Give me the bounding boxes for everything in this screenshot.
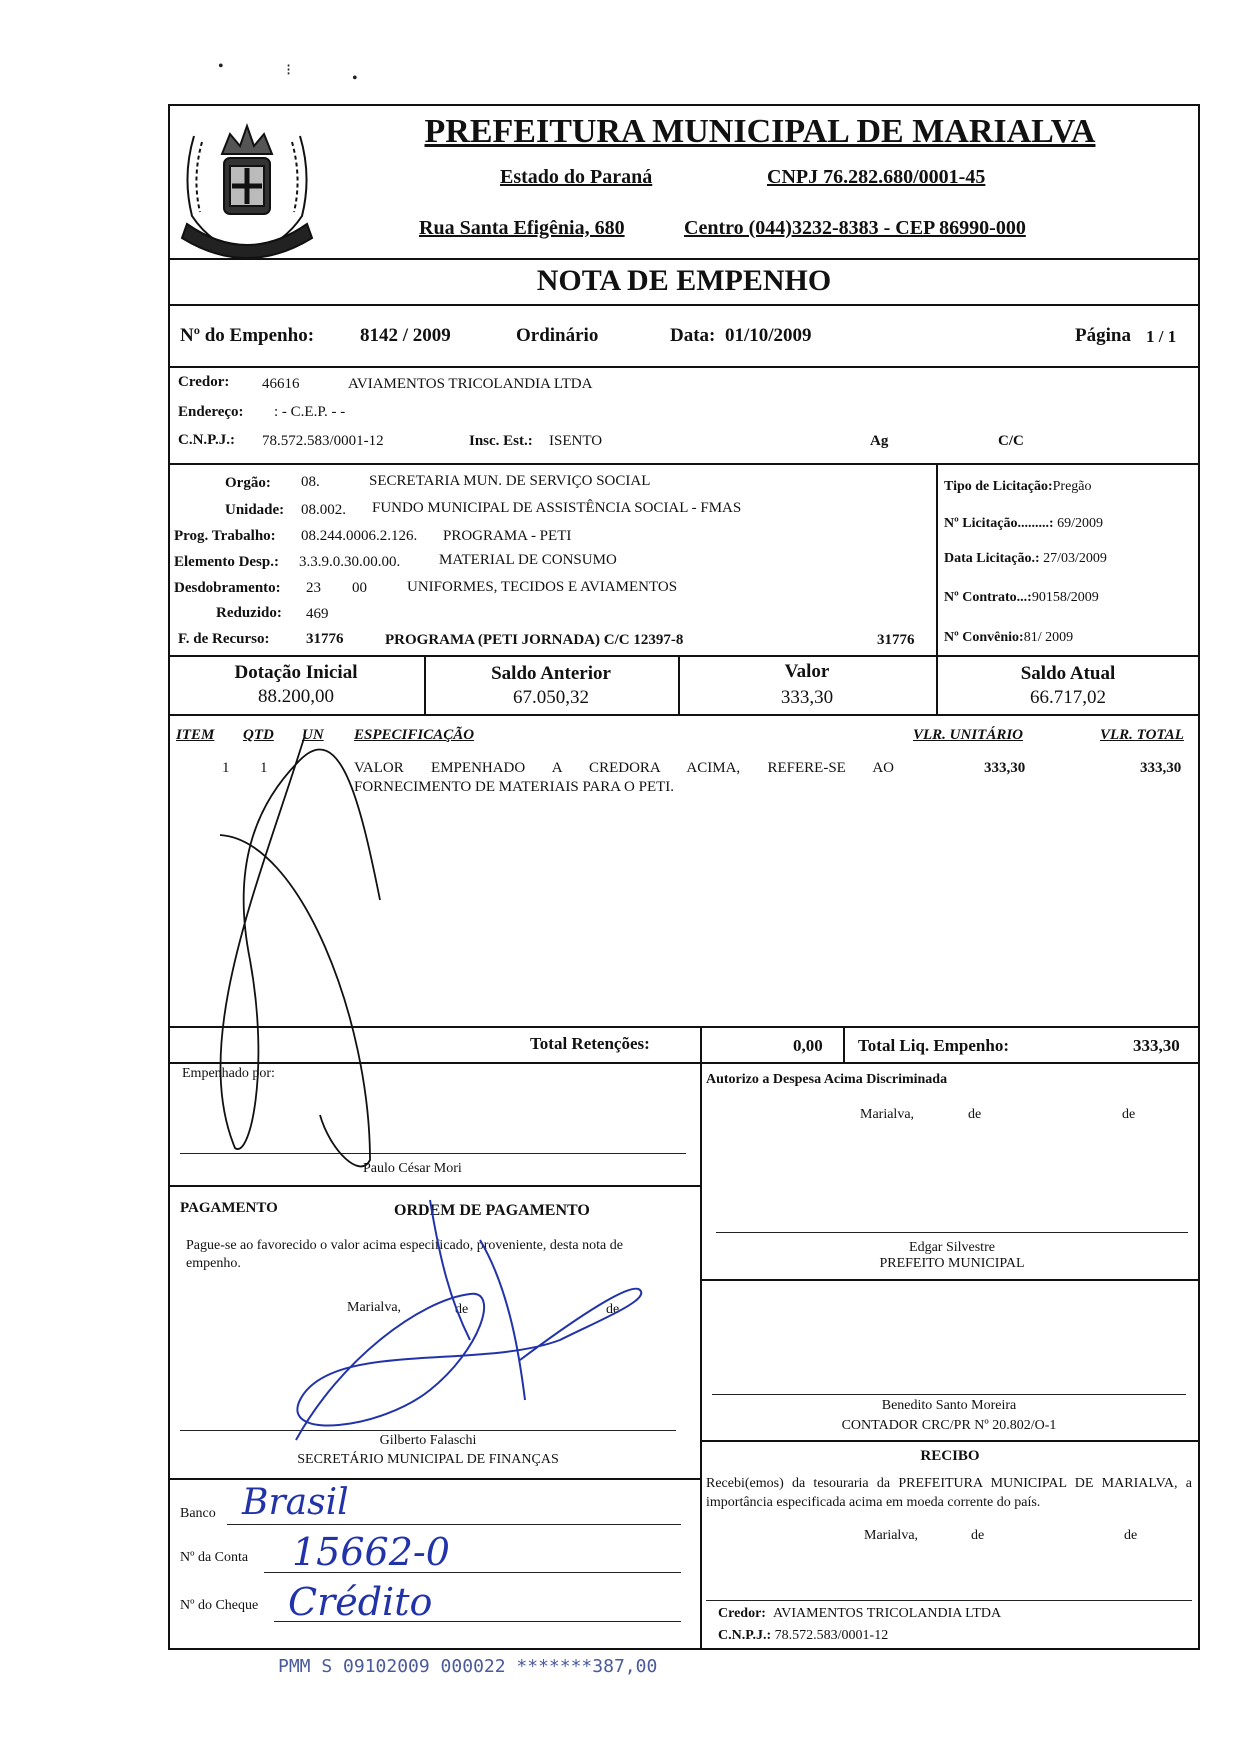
table-row-total: 333,30: [1140, 760, 1182, 776]
autorizo-place: Marialva,: [860, 1107, 915, 1122]
cnpj-header: CNPJ 76.282.680/0001-45: [767, 166, 986, 188]
recibo-de-2: de: [1124, 1528, 1138, 1543]
col-total-value: VLR. TOTAL: [1100, 727, 1184, 743]
prog-desc: PROGRAMA - PETI: [443, 528, 572, 544]
unidade-desc: FUNDO MUNICIPAL DE ASSISTÊNCIA SOCIAL - FMAS: [372, 500, 742, 516]
unidade-code: 08.002.: [301, 502, 346, 518]
valor-value: 333,30: [780, 687, 834, 708]
col-spec: ESPECIFICAÇÃO: [354, 727, 475, 743]
col-un: UN: [302, 727, 324, 743]
credor-cnpj: 78.572.583/0001-12: [262, 433, 384, 449]
numero-convenio: Nº Convênio:81/ 2009: [944, 630, 1074, 645]
saldo-atual-label: Saldo Atual: [1020, 663, 1116, 684]
table-row-spec-2: FORNECIMENTO DE MATERIAIS PARA O PETI.: [354, 779, 675, 795]
empenho-date-label: Data:: [670, 325, 716, 346]
recurso-code-2: 31776: [877, 632, 915, 648]
liq-label: Total Liq. Empenho:: [858, 1036, 1009, 1055]
table-row-qtd: 1: [260, 760, 268, 776]
empenho-number: 8142 / 2009: [360, 325, 451, 346]
desdobramento-label: Desdobramento:: [174, 580, 281, 596]
saldo-anterior-label: Saldo Anterior: [491, 663, 611, 684]
numero-contrato: Nº Contrato...:90158/2009: [944, 590, 1099, 605]
prog-label: Prog. Trabalho:: [174, 528, 276, 544]
ag-label: Ag: [870, 433, 889, 449]
empenhado-label: Empenhado por:: [182, 1066, 275, 1081]
table-row-spec-1: VALOR EMPENHADO A CREDORA ACIMA, REFERE-SE AO: [354, 760, 894, 776]
document-title: NOTA DE EMPENHO: [536, 264, 832, 297]
autorizo-de-2: de: [1122, 1107, 1136, 1122]
cheque-handwritten: Crédito: [288, 1580, 433, 1624]
prog-code: 08.244.0006.2.126.: [301, 528, 418, 544]
recibo-place: Marialva,: [864, 1528, 919, 1543]
retencoes-label: Total Retenções:: [530, 1034, 650, 1053]
empenho-number-label: Nº do Empenho:: [180, 325, 315, 346]
dotacao-label: Dotação Inicial: [234, 662, 358, 683]
pagamento-label: PAGAMENTO: [180, 1200, 278, 1216]
scan-speck: ⁝: [286, 62, 292, 79]
data-licitacao: Data Licitação.: 27/03/2009: [944, 551, 1107, 566]
liq-value: 333,30: [1133, 1036, 1180, 1055]
col-item: ITEM: [176, 727, 215, 743]
pagamento-de-1: de: [455, 1302, 469, 1317]
autorizo-signer-role: PREFEITO MUNICIPAL: [879, 1256, 1025, 1271]
contact-header: Centro (044)3232-8383 - CEP 86990-000: [684, 217, 1026, 239]
reduzido-label: Reduzido:: [216, 605, 282, 621]
recibo-title: RECIBO: [920, 1448, 980, 1464]
recibo-cnpj: C.N.P.J.: 78.572.583/0001-12: [718, 1628, 889, 1643]
pagamento-text: Pague-se ao favorecido o valor acima especificado, proveniente, desta nota de empenho.: [186, 1238, 623, 1271]
elemento-code: 3.3.9.0.30.00.00.: [299, 554, 401, 570]
recibo-de-1: de: [971, 1528, 985, 1543]
table-row-unit: 333,30: [984, 760, 1026, 776]
empenho-date: 01/10/2009: [725, 325, 812, 346]
cheque-label: Nº do Cheque: [180, 1598, 259, 1613]
page-label: Página: [1075, 325, 1131, 346]
empenho-type: Ordinário: [516, 325, 599, 346]
numero-licitacao: Nº Licitação.........: 69/2009: [944, 516, 1103, 531]
unidade-label: Unidade:: [225, 502, 285, 518]
saldo-atual-value: 66.717,02: [1030, 687, 1106, 708]
endereco-value: : - C.E.P. - -: [274, 404, 346, 420]
page-title: PREFEITURA MUNICIPAL DE MARIALVA: [424, 113, 1096, 150]
state-label: Estado do Paraná: [500, 166, 653, 188]
cc-label: C/C: [998, 433, 1024, 449]
endereco-label: Endereço:: [178, 404, 244, 420]
desdobramento-desc: UNIFORMES, TECIDOS E AVIAMENTOS: [407, 579, 678, 595]
address-header: Rua Santa Efigênia, 680: [419, 217, 625, 239]
scan-speck: •: [352, 70, 358, 87]
recibo-credor: Credor: AVIAMENTOS TRICOLANDIA LTDA: [718, 1606, 1002, 1621]
banco-handwritten: Brasil: [242, 1482, 349, 1523]
processing-stamp: PMM S 09102009 000022 *******387,00: [278, 1656, 658, 1677]
contador-name: Benedito Santo Moreira: [881, 1398, 1017, 1413]
orgao-code: 08.: [301, 474, 320, 490]
recibo-text: Recebi(emos) da tesouraria da PREFEITURA MUNICIPAL DE MARIALVA, a importância especificada acima em moeda corrente do país.: [706, 1476, 1192, 1510]
credor-label: Credor:: [178, 374, 230, 390]
orgao-desc: SECRETARIA MUN. DE SERVIÇO SOCIAL: [369, 473, 651, 489]
municipal-coat-of-arms-icon: [172, 106, 322, 258]
scan-speck: •: [218, 58, 224, 75]
autorizo-title: Autorizo a Despesa Acima Discriminada: [706, 1072, 948, 1087]
recurso-label: F. de Recurso:: [178, 631, 270, 647]
orgao-label: Orgão:: [225, 475, 271, 491]
retencoes-value: 0,00: [793, 1036, 823, 1055]
pagamento-signer-name: Gilberto Falaschi: [379, 1433, 477, 1448]
col-qtd: QTD: [243, 727, 274, 743]
pagamento-de-2: de: [606, 1302, 620, 1317]
pagamento-signer-role: SECRETÁRIO MUNICIPAL DE FINANÇAS: [297, 1452, 559, 1467]
conta-handwritten: 15662-0: [292, 1530, 450, 1574]
credor-code: 46616: [262, 376, 300, 392]
recurso-code: 31776: [306, 631, 344, 647]
ordem-pagamento: ORDEM DE PAGAMENTO: [394, 1202, 590, 1219]
saldo-anterior-value: 67.050,32: [513, 687, 589, 708]
col-unit-value: VLR. UNITÁRIO: [913, 727, 1024, 743]
contador-role: CONTADOR CRC/PR Nº 20.802/O-1: [841, 1418, 1057, 1433]
dotacao-value: 88.200,00: [258, 686, 334, 707]
insc-label: Insc. Est.:: [469, 433, 533, 449]
elemento-desc: MATERIAL DE CONSUMO: [439, 552, 617, 568]
autorizo-signer-name: Edgar Silvestre: [909, 1240, 995, 1255]
credor-name: AVIAMENTOS TRICOLANDIA LTDA: [348, 376, 593, 392]
conta-label: Nº da Conta: [180, 1550, 249, 1565]
empenhado-signer: Paulo César Mori: [363, 1161, 462, 1176]
table-row-item: 1: [222, 760, 230, 776]
elemento-label: Elemento Desp.:: [174, 554, 279, 570]
reduzido-value: 469: [306, 606, 329, 622]
credor-cnpj-label: C.N.P.J.:: [178, 432, 235, 448]
desdobramento-code: 23: [306, 580, 321, 596]
autorizo-de-1: de: [968, 1107, 982, 1122]
valor-label: Valor: [784, 661, 830, 682]
tipo-licitacao: Tipo de Licitação:Pregão: [944, 479, 1092, 494]
recurso-desc: PROGRAMA (PETI JORNADA) C/C 12397-8: [385, 632, 684, 648]
insc-value: ISENTO: [549, 433, 603, 449]
banco-label: Banco: [180, 1506, 216, 1521]
desdobramento-sub: 00: [352, 580, 367, 596]
page-number: 1 / 1: [1146, 327, 1177, 346]
pagamento-place: Marialva,: [347, 1300, 402, 1315]
